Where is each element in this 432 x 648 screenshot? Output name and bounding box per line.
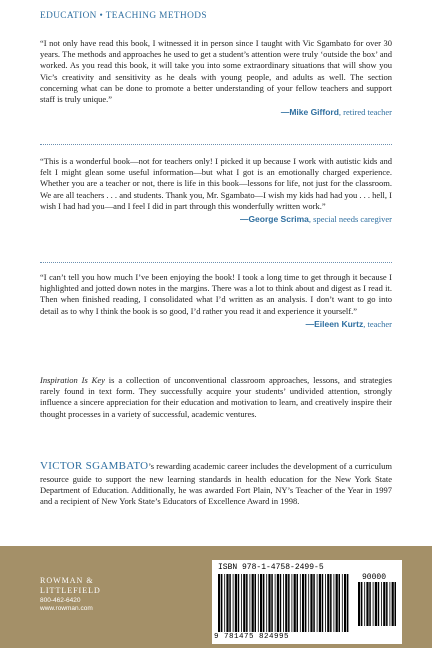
quote-attribution xyxy=(40,214,392,225)
isbn-label: ISBN 978-1-4758-2499-5 xyxy=(218,563,324,572)
quote-text: “I not only have read this book, I witnessed it in person since I taught with Vic Sgambato for over 30 years. The methods and approaches he used to get a student’s attention were truly ‘outside the box’ and worked. As you read this book, it will take you into some extraordinary situations that will show you Vic’s creativity and sensitivity as he deals with young people, and adults as well. The section concerning what can be done to promote a better understanding of your fellow teachers and support staff is truly unique.” xyxy=(40,38,392,105)
quote-text: “I can’t tell you how much I’ve been enjoying the book! I took a long time to get through it because I highlighted and jotted down notes in the margins. There was a lot to think about and digest as I read it. Then when finished reading, I consolidated what I’d written as an analysis. I don’t want to go into detail as to why I think the book is so good, I’d rather you read it and experience it yourself.” xyxy=(40,272,392,316)
book-description xyxy=(40,375,392,420)
publisher-block xyxy=(40,576,101,614)
quote-1 xyxy=(40,38,392,119)
footer-band xyxy=(0,546,432,648)
author-bio xyxy=(40,459,392,507)
book-title: Inspiration Is Key xyxy=(40,375,105,385)
author-name: VICTOR SGAMBATO xyxy=(40,460,149,472)
quote-text: “This is a wonderful book—not for teachers only! I picked it up because I work with autistic kids and felt I might glean some useful information—but what I got is an emotionally charged experience. Whether you are a teacher or not, there is life in this book—lessons for life, not just for the classroom. We are all teachers . . . and students. Thank you, Mr. Sgambato—I wish my kids had had you . . . hell, I wish I had had you—and I feel I did in part through this wonderfully written work.” xyxy=(40,156,392,211)
quote-2 xyxy=(40,156,392,225)
attribution-name: —George Scrima xyxy=(239,214,309,225)
attribution-name: —Eileen Kurtz xyxy=(305,318,364,329)
category-label: EDUCATION • TEACHING METHODS xyxy=(40,11,207,21)
publisher-website: www.rowman.com xyxy=(40,605,93,613)
publisher-phone: 800-462-6420 xyxy=(40,596,81,604)
quote-attribution xyxy=(40,319,392,330)
price-code: 90000 xyxy=(362,573,387,582)
publisher-name-line2: LITTLEFIELD xyxy=(40,586,101,596)
ean-barcode-icon xyxy=(218,574,350,636)
publisher-name-line1: ROWMAN & xyxy=(40,576,94,585)
attribution-role: , teacher xyxy=(363,318,392,329)
attribution-role: , retired teacher xyxy=(338,107,392,118)
price-barcode-icon xyxy=(358,582,398,626)
quote-attribution xyxy=(40,107,392,118)
barcode-area xyxy=(212,560,402,644)
quote-3 xyxy=(40,272,392,330)
barcode-digits: 9 781475 824995 xyxy=(214,633,290,641)
bio-text: ’s rewarding academic career includes the development of a curriculum resource guide to support the new learning standards in health education for the New York State Department of Education. Additionally, he was awarded Fort Plain, NY’s Teacher of the Year in 1997 and a recipient of New York State’s Educators of Excellence Award in 1998. xyxy=(40,461,392,506)
description-text: is a collection of unconventional classroom approaches, lessons, and strategies rarely found in text form. They successfully acquire your students’ undivided attention, strongly influence a sincere appreciation for their education and motivation to learn, and creatively inspire their thought processes in a variety of successful, academic ventures. xyxy=(40,375,392,419)
divider xyxy=(40,262,392,263)
attribution-role: , special needs caregiver xyxy=(308,214,392,225)
attribution-name: —Mike Gifford xyxy=(280,107,339,118)
divider xyxy=(40,144,392,145)
